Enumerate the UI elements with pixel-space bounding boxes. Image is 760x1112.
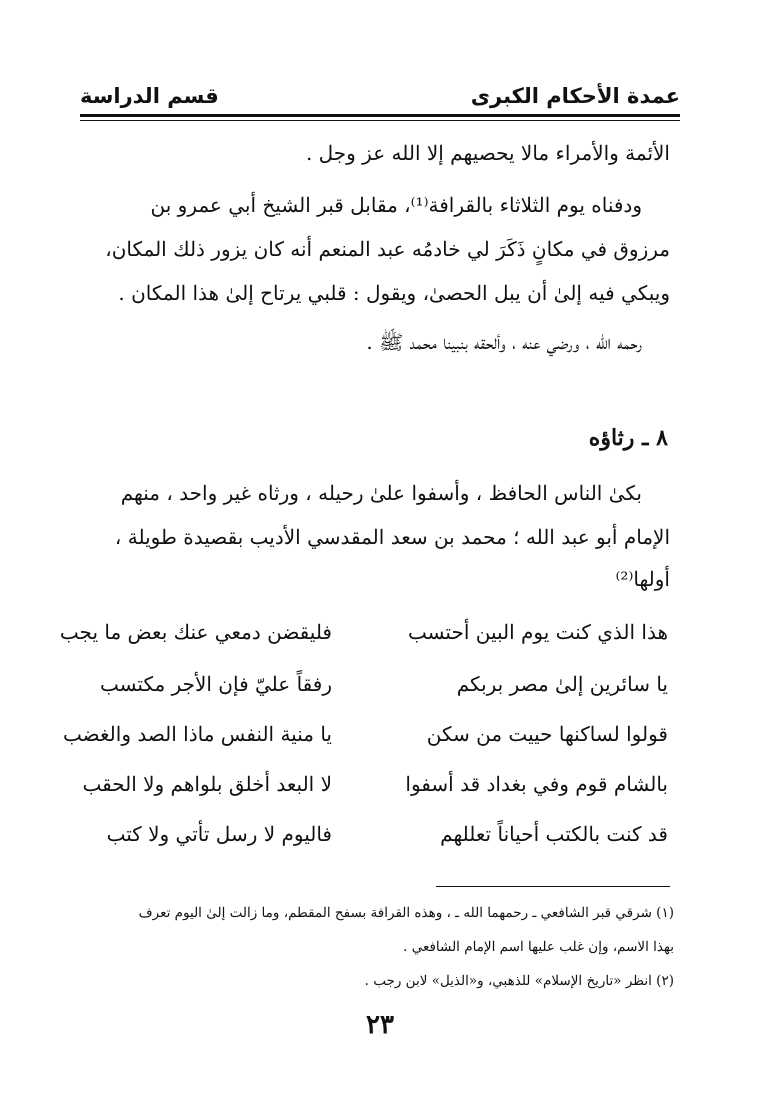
header-rule-thin <box>80 120 680 121</box>
body-line: ويبكي فيه إلىٰ أن يبل الحصىٰ، ويقول : قلبي يرتاح إلىٰ هذا المكان . <box>118 281 670 305</box>
book-title: عمدة الأحكام الكبرى <box>470 84 680 108</box>
verse-second-hemistich: لا البعد أخلق بلواهم ولا الحقب <box>82 772 332 796</box>
verse-first-hemistich: هذا الذي كنت يوم البين أحتسب <box>407 620 668 644</box>
verse-first-hemistich: بالشام قوم وفي بغداد قد أسفوا <box>405 772 668 796</box>
body-line: أولها⁽²⁾ <box>615 567 670 591</box>
body-line: ودفناه يوم الثلاثاء بالقرافة⁽¹⁾، مقابل قبر الشيخ أبي عمرو بن <box>150 193 642 217</box>
verse-second-hemistich: فليقضن دمعي عنك بعض ما يجب <box>59 620 332 644</box>
page-number: ٢٣ <box>366 1010 394 1040</box>
verse-first-hemistich: قولوا لساكنها حييت من سكن <box>426 722 668 746</box>
verse-second-hemistich: رفقاً عليّ فإن الأجر مكتسب <box>99 672 332 696</box>
verse-first-hemistich: يا سائرين إلىٰ مصر بربكم <box>456 672 668 696</box>
body-line: مرزوق في مكانٍ ذَكَرَ لي خادمُه عبد المنعم أنه كان يزور ذلك المكان، <box>105 237 670 261</box>
body-line: الإمام أبو عبد الله ؛ محمد بن سعد المقدسي الأديب بقصيدة طويلة ، <box>114 525 670 549</box>
running-header <box>80 84 680 110</box>
footnote-separator <box>436 886 670 887</box>
header-rule-thick <box>80 114 680 117</box>
section-heading: ٨ ـ رثاؤه <box>588 425 668 451</box>
verse-first-hemistich: قد كنت بالكتب أحياناً تعللهم <box>440 822 668 846</box>
section-name: قسم الدراسة <box>80 84 219 108</box>
body-line: رحمه الله ، ورضي عنه ، وألحقه بنبينا محمد ﷺ . <box>366 330 642 354</box>
body-line: الأئمة والأمراء مالا يحصيهم إلا الله عز وجل . <box>305 141 670 165</box>
footnote-line: (١) شرقي قبر الشافعي ـ رحمهما الله ـ ، وهذه القرافة بسفح المقطم، وما زالت إلىٰ اليوم تعرف <box>138 905 674 921</box>
verse-second-hemistich: يا منية النفس ماذا الصد والغضب <box>63 722 332 746</box>
body-line: بكىٰ الناس الحافظ ، وأسفوا علىٰ رحيله ، ورثاه غير واحد ، منهم <box>120 481 642 505</box>
verse-second-hemistich: فاليوم لا رسل تأتي ولا كتب <box>106 822 332 846</box>
footnote-line: بهذا الاسم، وإن غلب عليها اسم الإمام الشافعي . <box>403 939 674 955</box>
footnote-line: (٢) انظر «تاريخ الإسلام» للذهبي، و«الذيل» لابن رجب . <box>364 973 674 989</box>
